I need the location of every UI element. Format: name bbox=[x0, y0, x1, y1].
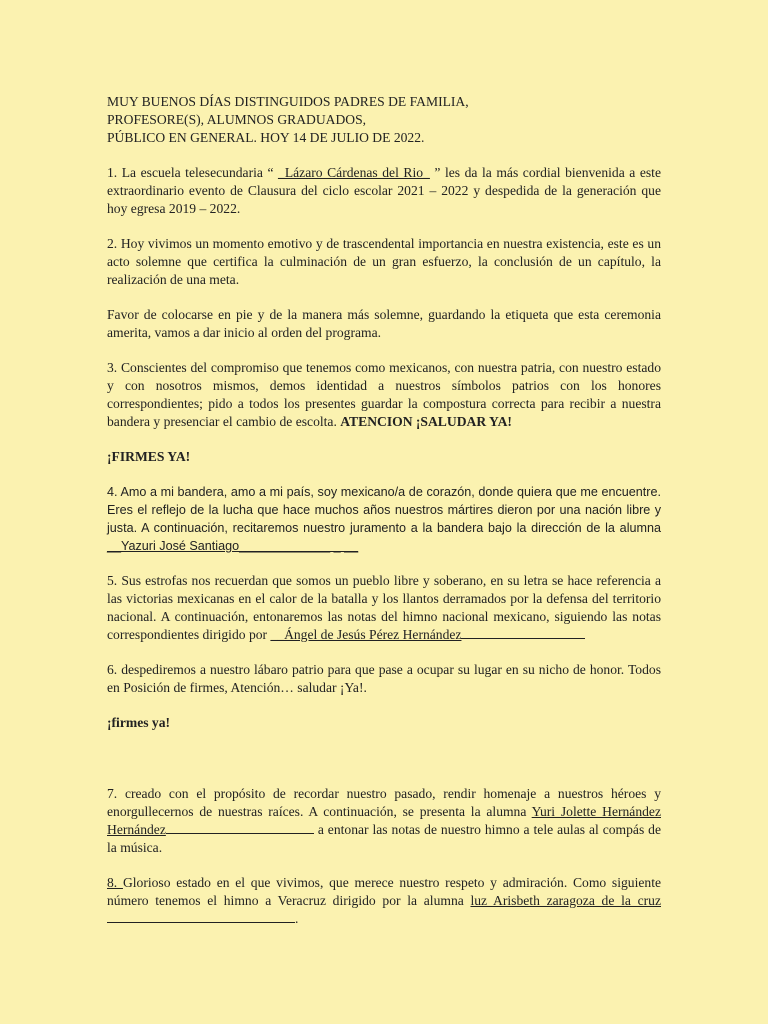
header-line-1: MUY BUENOS DÍAS DISTINGUIDOS PADRES DE FAMILIA, bbox=[107, 94, 469, 109]
paragraph-8-end: . bbox=[295, 911, 299, 926]
school-name: _Lázaro Cárdenas del Rio_ bbox=[278, 165, 430, 180]
paragraph-favor: Favor de colocarse en pie y de la manera más solemne, guardando la etiqueta que esta ceremonia amerita, vamos a dar inicio al orden del programa. bbox=[107, 307, 661, 340]
veracruz-anthem-student-name: luz Arisbeth zaragoza de la cruz bbox=[470, 893, 661, 908]
paragraph-6: 6. despediremos a nuestro lábaro patrio para que pase a ocupar su lugar en su nicho de honor. Todos en Posición de firmes, Atención… saludar ¡Ya!. bbox=[107, 662, 661, 695]
firmes-command-2: ¡firmes ya! bbox=[107, 715, 171, 730]
paragraph-3 bbox=[107, 359, 661, 431]
paragraph-1 bbox=[107, 164, 661, 218]
signature-blank-1 bbox=[461, 626, 585, 639]
paragraph-1-pre: 1. La escuela telesecundaria “ bbox=[107, 165, 279, 180]
header-line-3: PÚBLICO EN GENERAL. HOY 14 DE JULIO DE 2022. bbox=[107, 130, 425, 145]
paragraph-3-text: 3. Conscientes del compromiso que tenemos como mexicanos, con nuestra patria, con nuestro estado y con nosotros mismos, demos identidad a nuestros símbolos patrios con los honores correspondientes; pido a todos los presentes guardar la compostura correcta para recibir a nuestra bandera y presenciar el cambio de escolta. bbox=[107, 360, 661, 429]
paragraph-8-text: Glorioso estado en el que vivimos, que merece nuestro respeto y admiración. Como siguiente número tenemos el himno a Veracruz dirigido por la alumna bbox=[107, 875, 662, 908]
paragraph-7-pre: 7. creado con el propósito de recordar nuestro pasado, rendir homenaje a nuestros héroes y enorgullecernos de nuestras raíces. A continuación, se presenta la alumna bbox=[107, 786, 661, 819]
firmes-command-1: ¡FIRMES YA! bbox=[107, 449, 191, 464]
pledge-student-name: __Yazuri José Santiago_____________ _ __ bbox=[107, 539, 359, 553]
tele-anthem-student-name: Yuri Jolette Hernández Hernández bbox=[107, 804, 661, 837]
paragraph-5 bbox=[107, 572, 661, 644]
header-line-2: PROFESORE(S), ALUMNOS GRADUADOS, bbox=[107, 112, 367, 127]
paragraph-7 bbox=[107, 785, 661, 857]
signature-blank-2 bbox=[166, 821, 314, 834]
salute-command: ATENCION ¡SALUDAR YA! bbox=[340, 414, 512, 429]
paragraph-5-text: 5. Sus estrofas nos recuerdan que somos un pueblo libre y soberano, en su letra se hace referencia a las victorias mexicanas en el calor de la batalla y los llantos derramados por la defensa del territorio nacional. A continuación, entonaremos las notas del himno nacional mexicano, siguiendo las notas correspondientes dirigido por bbox=[107, 573, 661, 642]
signature-blank-3 bbox=[107, 910, 295, 923]
paragraph-8 bbox=[107, 874, 661, 928]
paragraph-7-post: a entonar las notas de nuestro himno a tele aulas al compás de la música. bbox=[107, 822, 661, 855]
paragraph-1-post: ” les da la más cordial bienvenida a este extraordinario evento de Clausura del ciclo escolar 2021 – 2022 y despedida de la generación que hoy egresa 2019 – 2022. bbox=[107, 165, 661, 216]
greeting-header bbox=[107, 93, 661, 147]
paragraph-8-number: 8. bbox=[107, 875, 123, 890]
paragraph-2: 2. Hoy vivimos un momento emotivo y de trascendental importancia en nuestra existencia, este es un acto solemne que certifica la culminación de un gran esfuerzo, la conclusión de un capítulo, la realización de una meta. bbox=[107, 236, 661, 287]
anthem-director-name: __Ángel de Jesús Pérez Hernández bbox=[270, 627, 462, 642]
paragraph-4-text: 4. Amo a mi bandera, amo a mi país, soy mexicano/a de corazón, donde quiera que me encuentre. Eres el reflejo de la lucha que hace muchos años nuestros mártires dieron por una nación libre y justa. A continuación, recitaremos nuestro juramento a la bandera bajo la dirección de la alumna bbox=[107, 485, 661, 535]
paragraph-4 bbox=[107, 483, 661, 555]
